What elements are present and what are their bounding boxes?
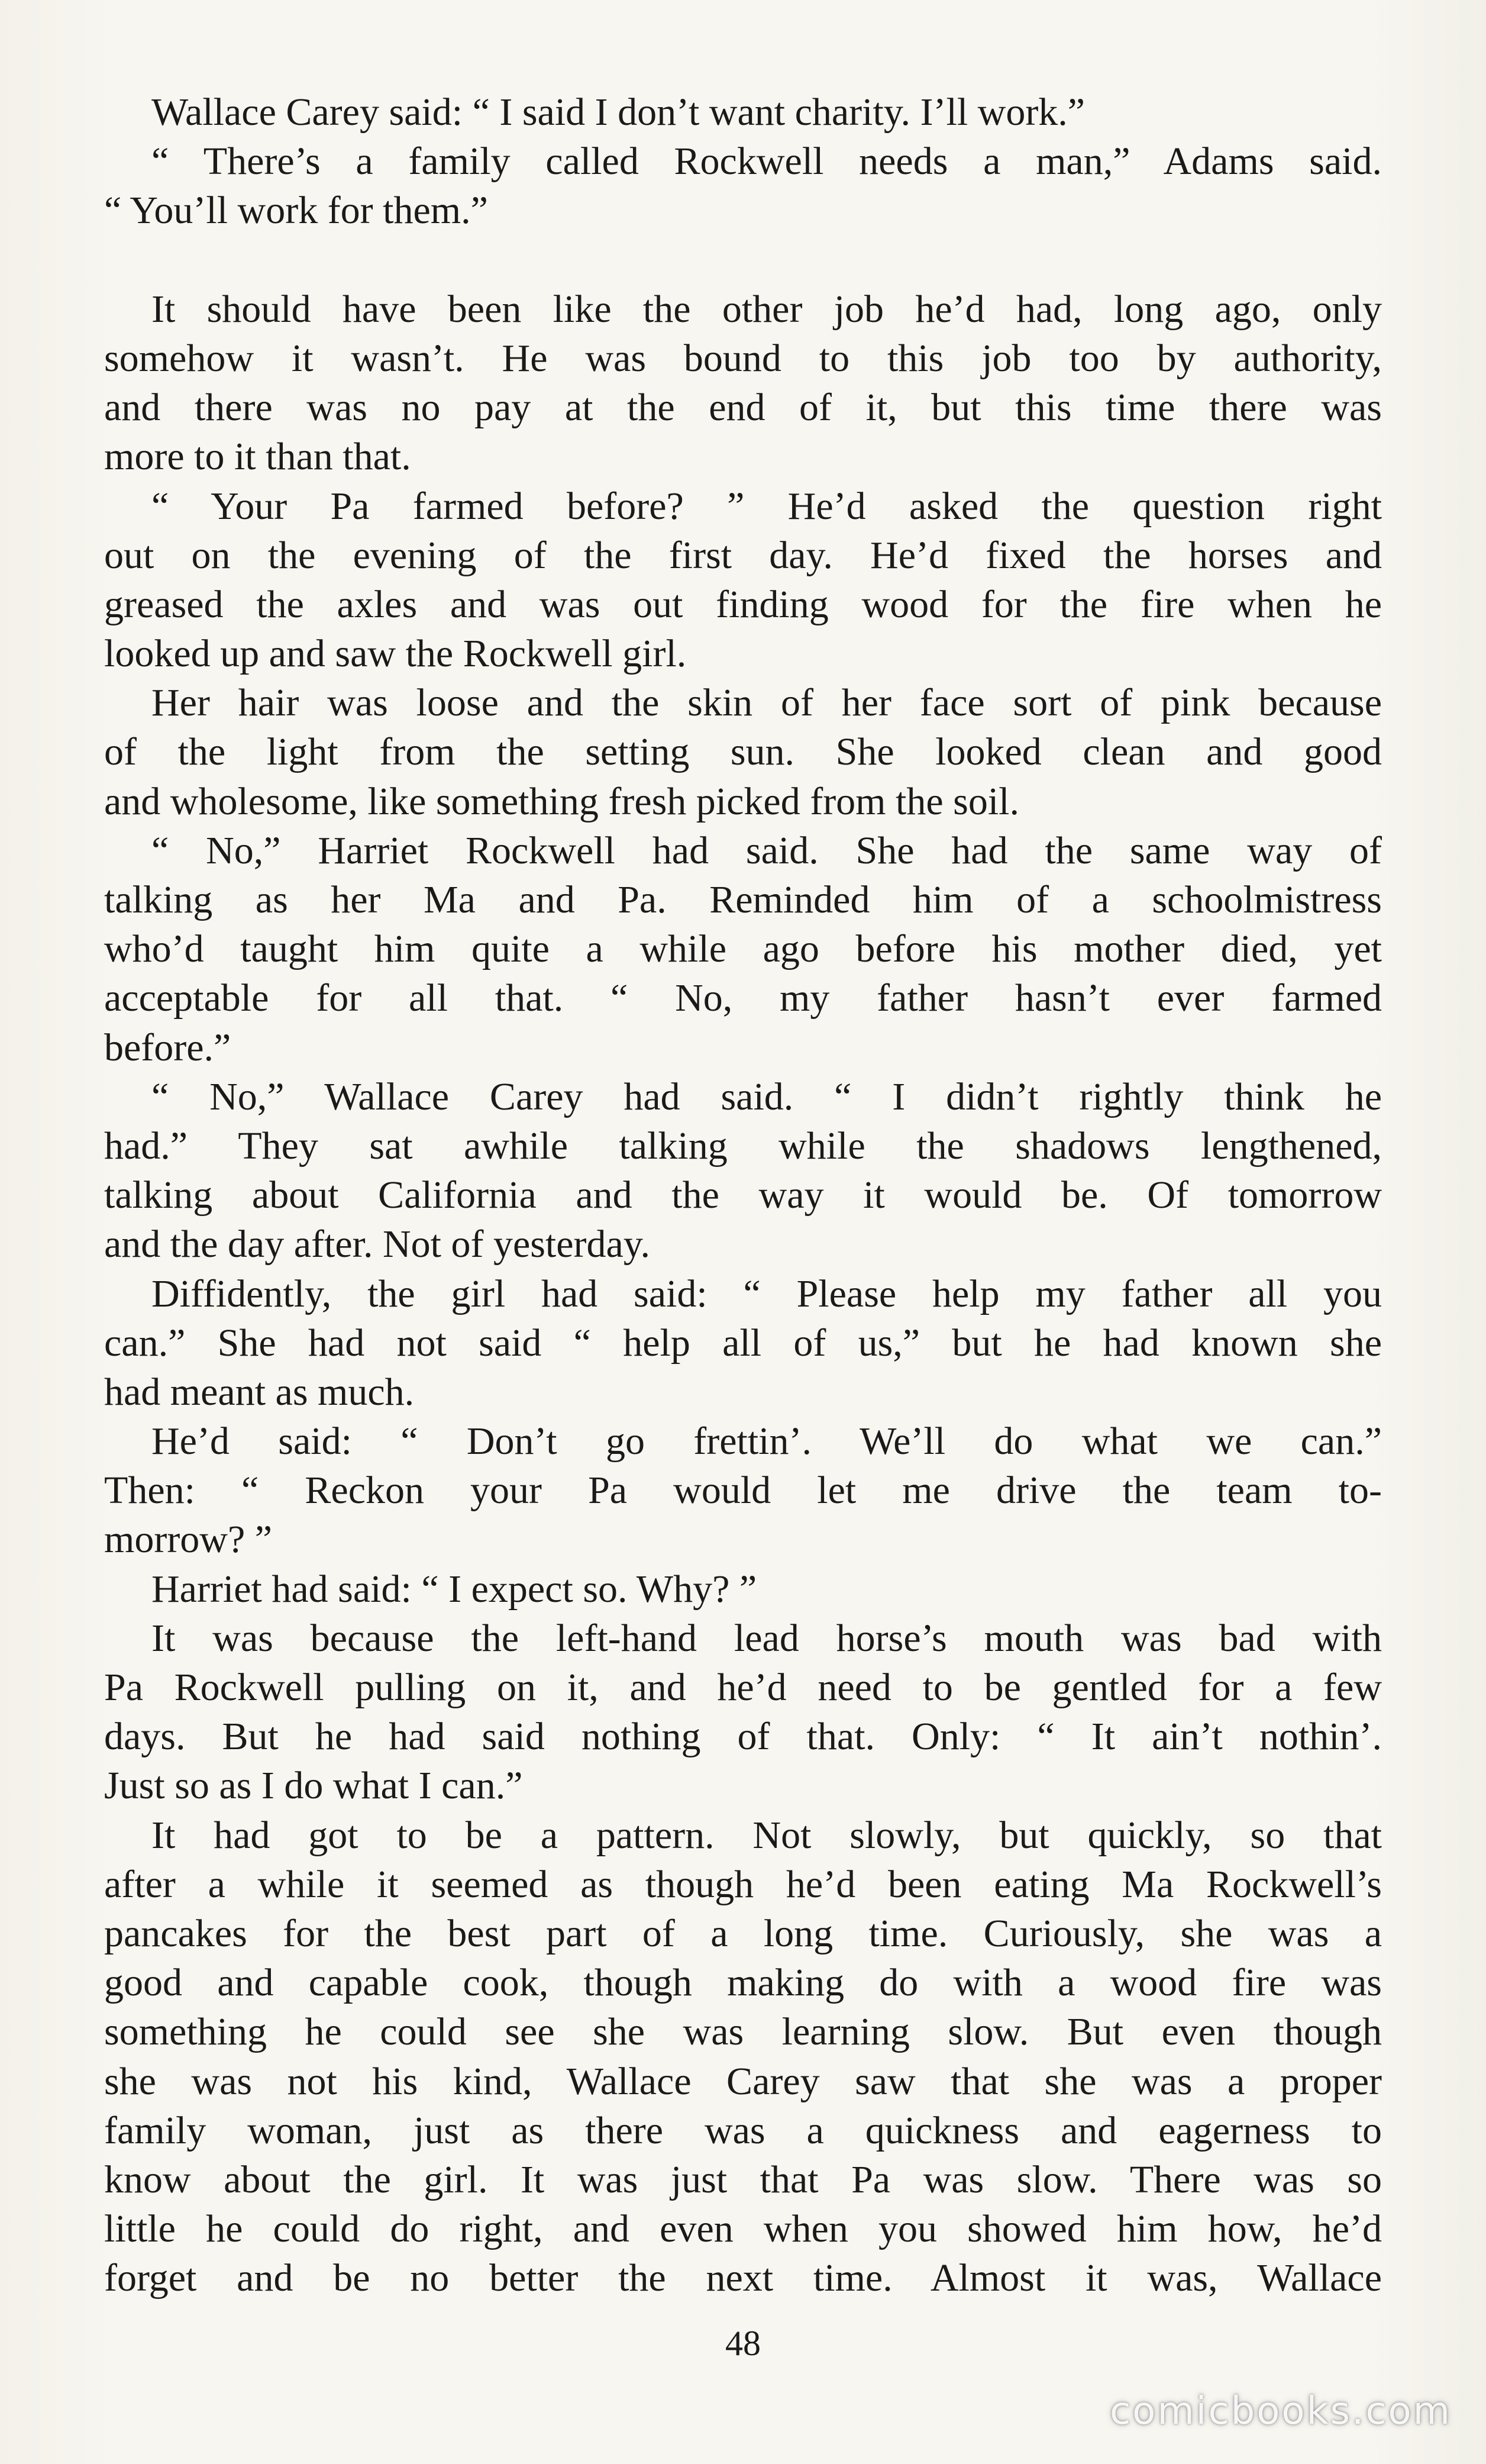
paragraph (104, 1614, 1382, 1811)
paragraph (104, 1811, 1382, 2303)
paragraph (104, 88, 1382, 137)
paragraph (104, 285, 1382, 482)
text-line: and the day after. Not of yesterday. (104, 1223, 651, 1266)
paragraph (104, 1417, 1382, 1565)
body-text (104, 88, 1382, 2302)
text-line: looked up and saw the Rockwell girl. (104, 632, 687, 676)
text-line: Diffidently, the girl had said: “ Please help my father all you (151, 1272, 1382, 1315)
text-line: before.” (104, 1025, 231, 1069)
text-line: acceptable for all that. “ No, my father hasn’t ever farmed (104, 976, 1382, 1020)
text-line: days. But he had said nothing of that. Only: “ It ain’t nothin’. (104, 1715, 1382, 1759)
paragraph (104, 137, 1382, 235)
text-line: Harriet had said: “ I expect so. Why? ” (151, 1567, 757, 1611)
text-line: “ Your Pa farmed before? ” He’d asked the question right (151, 484, 1382, 528)
text-line: It was because the left-hand lead horse’s mouth was bad with (151, 1616, 1382, 1660)
text-line: had.” They sat awhile talking while the shadows lengthened, (104, 1124, 1382, 1168)
text-line: she was not his kind, Wallace Carey saw that she was a proper (104, 2059, 1382, 2103)
text-line: “ No,” Harriet Rockwell had said. She had the same way of (151, 828, 1382, 872)
paragraph (104, 482, 1382, 679)
text-line: “ No,” Wallace Carey had said. “ I didn’t rightly think he (151, 1075, 1382, 1118)
text-line: Then: “ Reckon your Pa would let me drive the team to- (104, 1469, 1382, 1512)
paragraph (104, 1565, 1382, 1614)
text-line: of the light from the setting sun. She looked clean and good (104, 730, 1382, 774)
text-line: “ You’ll work for them.” (104, 189, 488, 233)
text-line: forget and be no better the next time. Almost it was, Wallace (104, 2256, 1382, 2300)
text-line: Wallace Carey said: “ I said I don’t want charity. I’ll work.” (151, 91, 1086, 134)
text-line: talking about California and the way it would be. Of tomorrow (104, 1173, 1382, 1217)
text-line: family woman, just as there was a quickness and eagerness to (104, 2108, 1382, 2152)
text-line: little he could do right, and even when you showed him how, he’d (104, 2207, 1382, 2251)
text-line: after a while it seemed as though he’d been eating Ma Rockwell’s (104, 1862, 1382, 1906)
text-line: Her hair was loose and the skin of her face sort of pink because (151, 681, 1382, 725)
text-line: He’d said: “ Don’t go frettin’. We’ll do what we can.” (151, 1420, 1382, 1463)
text-line: morrow? ” (104, 1518, 273, 1562)
watermark: comicbooks.com (1109, 2389, 1452, 2433)
text-line: somehow it wasn’t. He was bound to this job too by authority, (104, 336, 1382, 380)
paragraph (104, 678, 1382, 826)
text-line: Pa Rockwell pulling on it, and he’d need to be gentled for a few (104, 1666, 1382, 1709)
text-line: greased the axles and was out finding wood for the fire when he (104, 582, 1382, 626)
text-line: more to it than that. (104, 435, 411, 479)
text-line: had meant as much. (104, 1370, 415, 1414)
paragraph (104, 826, 1382, 1072)
text-line: can.” She had not said “ help all of us,” but he had known she (104, 1321, 1382, 1365)
text-line: pancakes for the best part of a long time. Curiously, she was a (104, 1911, 1382, 1955)
paragraph-gap (104, 236, 1382, 285)
text-line: and there was no pay at the end of it, but this time there was (104, 386, 1382, 430)
page-number: 48 (725, 2324, 761, 2363)
text-line: something he could see she was learning slow. But even though (104, 2010, 1382, 2054)
text-line: talking as her Ma and Pa. Reminded him of a schoolmistress (104, 878, 1382, 921)
text-line: It should have been like the other job he’d had, long ago, only (151, 287, 1382, 331)
text-line: who’d taught him quite a while ago before his mother died, yet (104, 927, 1382, 971)
text-line: It had got to be a pattern. Not slowly, but quickly, so that (151, 1813, 1382, 1857)
text-line: and wholesome, like something fresh picked from the soil. (104, 779, 1020, 823)
text-line: Just so as I do what I can.” (104, 1764, 523, 1808)
text-line: out on the evening of the first day. He’d fixed the horses and (104, 533, 1382, 577)
text-line: know about the girl. It was just that Pa was slow. There was so (104, 2157, 1382, 2201)
paragraph (104, 1269, 1382, 1417)
paragraph (104, 1072, 1382, 1269)
text-line: good and capable cook, though making do with a wood fire was (104, 1961, 1382, 2005)
text-line: “ There’s a family called Rockwell needs a man,” Adams said. (151, 140, 1382, 183)
